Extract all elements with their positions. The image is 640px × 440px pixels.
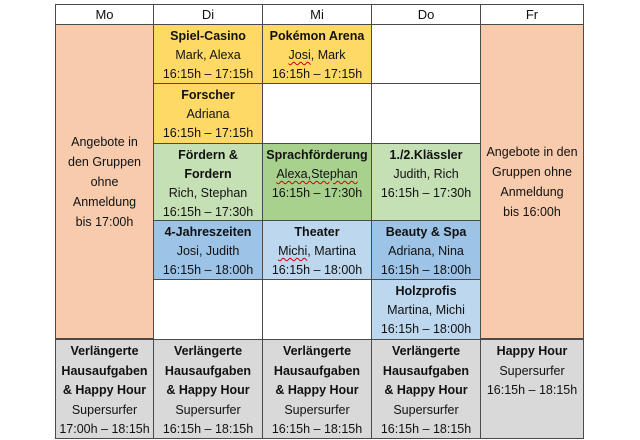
header-do: Do (371, 4, 481, 25)
homework-di: Verlängerte Hausaufgaben & Happy Hour Supersurfer 16:15h – 18:15h (153, 339, 263, 439)
offer-forscher: Forscher Adriana 16:15h – 17:15h (153, 83, 263, 144)
happy-hour-fr: Happy Hour Supersurfer 16:15h – 18:15h (480, 339, 584, 439)
empty-cell-di-5 (153, 279, 263, 340)
offer-theater: Theater Michi, Martina 16:15h – 18:00h (262, 220, 372, 280)
fr-open-offers-note: Angebote in den Gruppen ohne Anmeldung bis 16:00h (480, 24, 584, 339)
homework-mi: Verlängerte Hausaufgaben & Happy Hour Supersurfer 16:15h – 18:15h (262, 339, 372, 439)
offer-4-jahreszeiten: 4-Jahreszeiten Josi, Judith 16:15h – 18:00h (153, 220, 263, 280)
header-mi: Mi (262, 4, 372, 25)
empty-cell-do-2 (371, 83, 481, 144)
offer-pokemon-arena: Pokémon Arena Josi, Mark 16:15h – 17:15h (262, 24, 372, 84)
header-di: Di (153, 4, 263, 25)
header-mo: Mo (55, 4, 154, 25)
offer-sprachfoerderung: Sprachförderung Alexa,Stephan 16:15h – 17:30h (262, 143, 372, 221)
offer-1-2-klaessler: 1./2.Klässler Judith, Rich 16:15h – 17:30h (371, 143, 481, 221)
empty-cell-mi-5 (262, 279, 372, 340)
offer-holzprofis: Holzprofis Martina, Michi 16:15h – 18:00h (371, 279, 481, 340)
empty-cell-mi-2 (262, 83, 372, 144)
header-fr: Fr (480, 4, 584, 25)
homework-mo: Verlängerte Hausaufgaben & Happy Hour Supersurfer 17:00h – 18:15h (55, 339, 154, 439)
homework-do: Verlängerte Hausaufgaben & Happy Hour Supersurfer 16:15h – 18:15h (371, 339, 481, 439)
offer-foerdern-fordern: Fördern & Fordern Rich, Stephan 16:15h – 17:30h (153, 143, 263, 221)
offer-beauty-spa: Beauty & Spa Adriana, Nina 16:15h – 18:00h (371, 220, 481, 280)
offer-spiel-casino: Spiel-Casino Mark, Alexa 16:15h – 17:15h (153, 24, 263, 84)
empty-cell-do-1 (371, 24, 481, 84)
mo-open-offers-note: Angebote in den Gruppen ohne Anmeldung bis 17:00h (55, 24, 154, 339)
